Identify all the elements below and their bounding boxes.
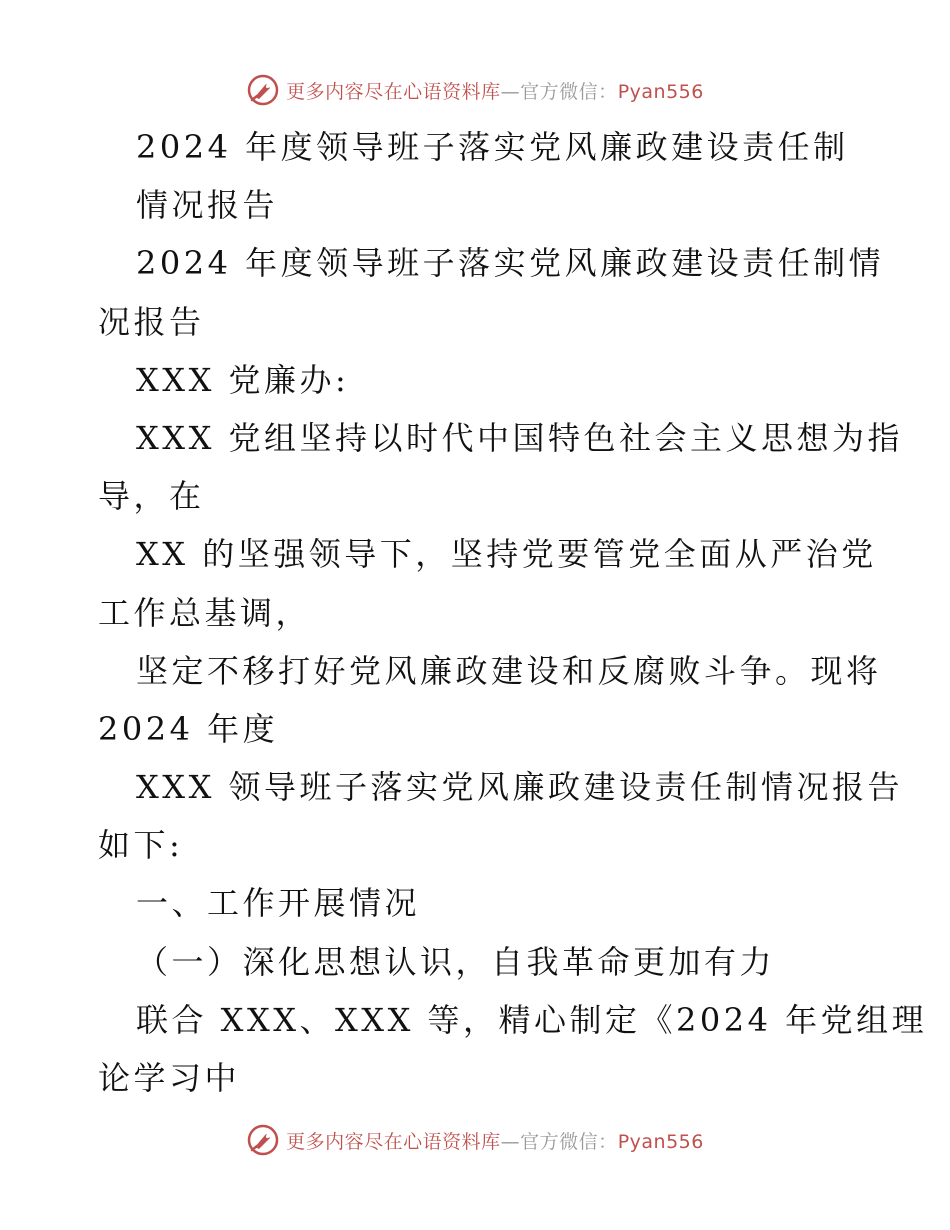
text-line: 2024 年度 [98,709,279,748]
watermark-official-label: 官方微信： [520,1130,618,1153]
text-line: （一）深化思想认识，自我革命更加有力 [136,942,776,981]
watermark-wechat-id: Pyan556 [617,80,704,103]
watermark-text [286,1127,704,1154]
watermark-text [286,77,704,104]
text-line: 如下: [98,826,184,865]
text-line: 一、工作开展情况 [136,884,421,923]
document-body [98,118,928,1107]
text-line: 坚定不移打好党风廉政建设和反腐败斗争。现将 [136,651,882,690]
text-line: 况报告 [98,302,205,341]
pen-nib-logo-icon [246,73,280,107]
footer-watermark [0,1120,950,1160]
text-line: 论学习中 [98,1059,241,1097]
text-line: XX 的坚强领导下，坚持党要管党全面从严治党 [136,535,877,574]
watermark-site-name: 更多内容尽在心语资料库 [286,1130,501,1153]
watermark-dash: — [500,80,521,103]
watermark-official-label: 官方微信： [520,80,618,103]
text-line: 2024 年度领导班子落实党风廉政建设责任制情 [136,244,885,283]
text-line: 联合 XXX、XXX 等，精心制定《2024 年党组理 [136,1000,928,1039]
watermark-dash: — [500,1130,521,1153]
text-line: 导，在 [98,477,205,516]
text-line: 情况报告 [136,186,279,225]
watermark-site-name: 更多内容尽在心语资料库 [286,80,501,103]
text-line: 工作总基调， [98,593,312,632]
pen-nib-logo-icon [246,1123,280,1157]
text-line: 2024 年度领导班子落实党风廉政建设责任制 [136,128,849,166]
watermark-wechat-id: Pyan556 [617,1130,704,1153]
text-line: XXX 党组坚持以时代中国特色社会主义思想为指 [136,418,904,457]
text-line: XXX 领导班子落实党风廉政建设责任制情况报告 [136,768,904,807]
header-watermark [0,70,950,110]
text-line: XXX 党廉办: [136,360,350,399]
